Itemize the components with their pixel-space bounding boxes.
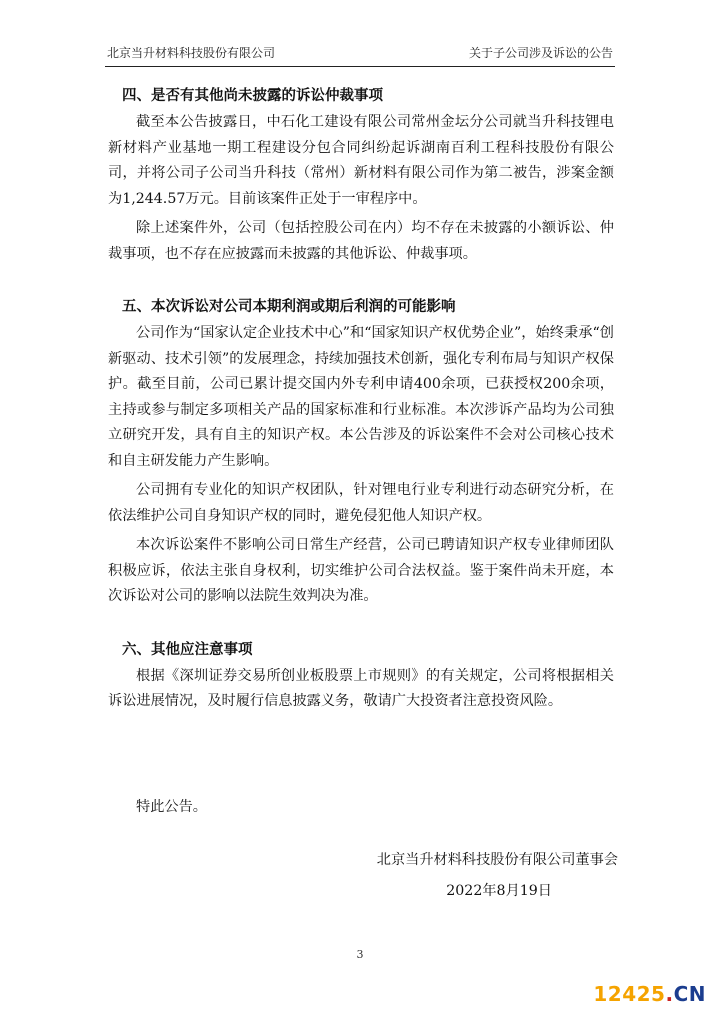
paragraph: 本次诉讼案件不影响公司日常生产经营，公司已聘请知识产权专业律师团队积极应诉，依法主张自身权利，切实维护公司合法权益。鉴于案件尚未开庭，本次诉讼对公司的影响以法院生效判决为准。 — [108, 537, 614, 604]
paragraph: 根据《深圳证券交易所创业板股票上市规则》的有关规定，公司将根据相关诉讼进展情况，及时履行信息披露义务，敬请广大投资者注意投资风险。 — [108, 667, 614, 709]
paragraph: 除上述案件外，公司（包括控股公司在内）均不存在未披露的小额诉讼、仲裁事项，也不存在应披露而未披露的其他诉讼、仲裁事项。 — [108, 220, 614, 262]
paragraph: 公司作为“国家认定企业技术中心”和“国家知识产权优势企业”，始终秉承“创新驱动、技术引领”的发展理念，持续加强技术创新，强化专利布局与知识产权保护。截至目前，公司已累计提交国内外专利申请400余项，已获授权200余项，主持或参与制定多项相关产品的国家标准和行业标准。本次涉诉产品均为公司独立研究开发，具有自主的知识产权。本公告涉及的诉讼案件不会对公司核心技术和自主研发能力产生影响。 — [108, 325, 614, 469]
section-heading: 四、是否有其他尚未披露的诉讼仲裁事项 — [122, 88, 383, 104]
paragraph: 公司拥有专业化的知识产权团队，针对锂电行业专利进行动态研究分析，在依法维护公司自身知识产权的同时，避免侵犯他人知识产权。 — [108, 482, 614, 524]
closing-notice: 特此公告。 — [136, 799, 207, 815]
section-4 — [108, 86, 614, 267]
section-6 — [108, 640, 614, 715]
section-heading: 五、本次诉讼对公司本期利润或期后利润的可能影响 — [122, 299, 456, 315]
paragraph: 截至本公告披露日，中石化工建设有限公司常州金坛分公司就当升科技锂电新材料产业基地一期工程建设分包合同纠纷起诉湖南百利工程科技股份有限公司，并将公司子公司当升科技（常州）新材料有限公司作为第二被告，涉案金额为1,244.57万元。目前该案件正处于一审程序中。 — [108, 114, 614, 207]
header-document-title: 关于子公司涉及诉讼的公告 — [468, 46, 613, 60]
watermark-dot: . — [665, 982, 674, 1006]
signature-date: 2022年8月19日 — [446, 883, 552, 899]
signature-company: 北京当升材料科技股份有限公司董事会 — [376, 852, 618, 868]
section-heading: 六、其他应注意事项 — [122, 641, 253, 658]
document-body — [108, 86, 614, 715]
page-header — [105, 44, 615, 67]
header-company-name: 北京当升材料科技股份有限公司 — [107, 46, 276, 60]
section-5 — [108, 297, 614, 610]
watermark-suffix: CN — [673, 982, 706, 1006]
watermark-number: 12425 — [593, 982, 666, 1006]
watermark-logo — [593, 982, 706, 1006]
page-number: 3 — [356, 948, 364, 961]
